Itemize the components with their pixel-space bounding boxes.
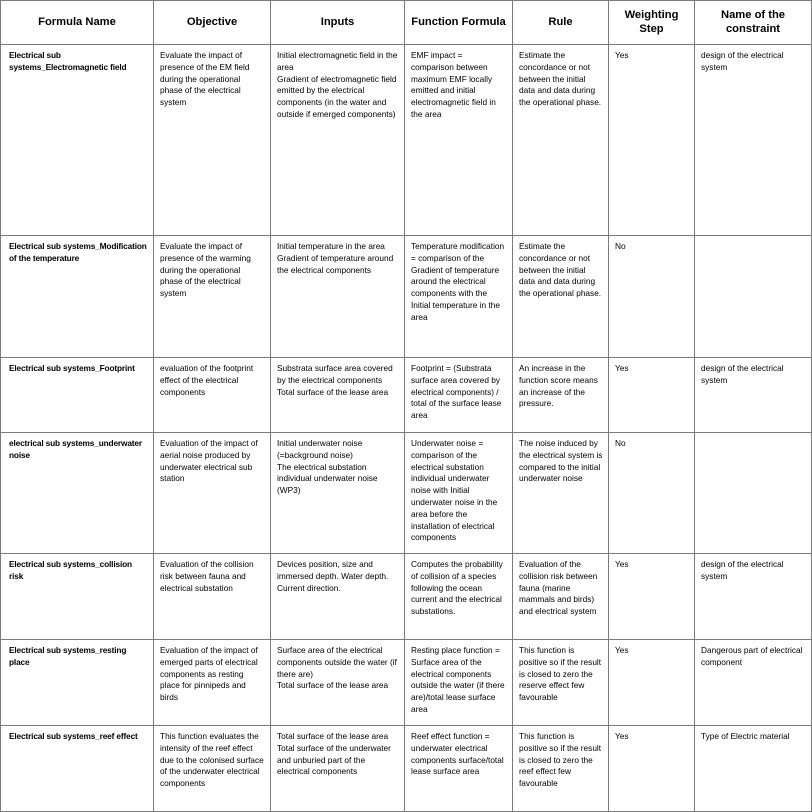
table-row [1,554,812,640]
function-formula-cell: Underwater noise = comparison of the electrical substation individual underwater noise with Initial underwater noise in the area before the installation of electrical components [405,433,513,554]
function-formula-cell: Resting place function = Surface area of the electrical components outside the water (if there are)/total lease surface area [405,640,513,726]
constraint-cell [695,433,812,554]
function-formula-cell: Temperature modification = comparison of the Gradient of temperature around the electrical components with the Initial temperature in the area [405,236,513,358]
constraint-cell: Type of Electric material [695,726,812,812]
formula-name-cell: Electrical sub systems_Electromagnetic field [1,45,154,236]
constraint-cell [695,236,812,358]
objective-cell: Evaluate the impact of presence of the warming during the operational phase of the electrical system [154,236,271,358]
objective-cell: Evaluation of the collision risk between fauna and electrical substation [154,554,271,640]
function-formula-cell: Reef effect function = underwater electrical components surface/total lease surface area [405,726,513,812]
inputs-cell: Devices position, size and immersed depth. Water depth. Current direction. [271,554,405,640]
inputs-cell: Initial underwater noise (=background noise) The electrical substation individual underwater noise (WP3) [271,433,405,554]
rule-cell: Evaluation of the collision risk between fauna (marine mammals and birds) and electrical system [513,554,609,640]
weighting-cell: Yes [609,45,695,236]
formula-name-cell: Electrical sub systems_Footprint [1,358,154,433]
constraint-cell: design of the electrical system [695,358,812,433]
table-row [1,236,812,358]
inputs-cell: Initial electromagnetic field in the area Gradient of electromagnetic field emitted by the electrical components (in the water and outside if emerged components) [271,45,405,236]
rule-cell: The noise induced by the electrical system is compared to the initial underwater noise [513,433,609,554]
formula-name-cell: Electrical sub systems_collision risk [1,554,154,640]
objective-cell: Evaluate the impact of presence of the EM field during the operational phase of the electrical system [154,45,271,236]
constraint-cell: design of the electrical system [695,554,812,640]
table-row [1,358,812,433]
table-row [1,640,812,726]
table-row [1,433,812,554]
formula-name-cell: Electrical sub systems_reef effect [1,726,154,812]
rule-cell: This function is positive so if the result is closed to zero the reserve effect few favourable [513,640,609,726]
weighting-cell: No [609,433,695,554]
inputs-cell: Initial temperature in the area Gradient of temperature around the electrical components [271,236,405,358]
objective-cell: Evaluation of the impact of emerged parts of electrical components as resting place for pinnipeds and birds [154,640,271,726]
weighting-cell: Yes [609,554,695,640]
formula-name-cell: electrical sub systems_underwater noise [1,433,154,554]
rule-cell: This function is positive so if the result is closed to zero the reef effect few favourable [513,726,609,812]
header-inputs: Inputs [271,1,405,45]
constraint-cell: design of the electrical system [695,45,812,236]
header-formula-name: Formula Name [1,1,154,45]
weighting-cell: Yes [609,358,695,433]
weighting-cell: No [609,236,695,358]
inputs-cell: Surface area of the electrical components outside the water (if there are) Total surface of the lease area [271,640,405,726]
header-rule: Rule [513,1,609,45]
objective-cell: This function evaluates the intensity of the reef effect due to the colonised surface of the underwater electrical components [154,726,271,812]
header-weighting-step: Weighting Step [609,1,695,45]
table-row [1,45,812,236]
rule-cell: Estimate the concordance or not between the initial data and data during the operational phase. [513,236,609,358]
header-objective: Objective [154,1,271,45]
header-constraint-name: Name of the constraint [695,1,812,45]
formula-name-cell: Electrical sub systems_resting place [1,640,154,726]
header-function-formula: Function Formula [405,1,513,45]
objective-cell: evaluation of the footprint effect of the electrical components [154,358,271,433]
header-row [1,1,812,45]
weighting-cell: Yes [609,726,695,812]
function-formula-cell: Computes the probability of collision of a species following the ocean current and the electrical substations. [405,554,513,640]
inputs-cell: Substrata surface area covered by the electrical components Total surface of the lease area [271,358,405,433]
table-row [1,726,812,812]
function-formula-cell: EMF impact = comparison between maximum EMF locally emitted and initial electromagnetic field in the area [405,45,513,236]
inputs-cell: Total surface of the lease area Total surface of the underwater and unburied part of the electrical components [271,726,405,812]
constraint-cell: Dangerous part of electrical component [695,640,812,726]
rule-cell: Estimate the concordance or not between the initial data and data during the operational phase. [513,45,609,236]
function-formula-cell: Footprint = (Substrata surface area covered by electrical components) / total of the surface lease area [405,358,513,433]
weighting-cell: Yes [609,640,695,726]
rule-cell: An increase in the function score means an increase of the pressure. [513,358,609,433]
objective-cell: Evaluation of the impact of aerial noise produced by underwater electrical sub station [154,433,271,554]
formula-name-cell: Electrical sub systems_Modification of the temperature [1,236,154,358]
